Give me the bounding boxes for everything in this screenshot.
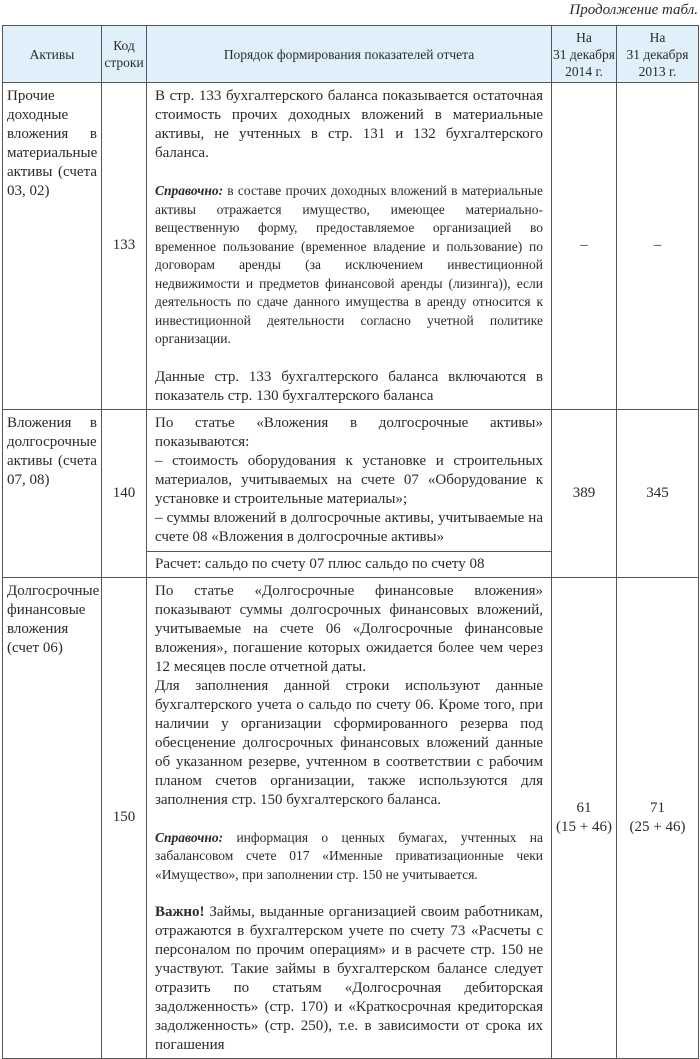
line-code: 133 — [102, 83, 147, 410]
important-note — [155, 903, 543, 1055]
procedure-description — [147, 409, 552, 577]
value-2013-detail: (25 + 46) — [629, 818, 686, 835]
line-code: 140 — [102, 409, 147, 577]
line-code: 150 — [102, 577, 147, 1059]
table-row — [3, 409, 699, 577]
header-procedure: Порядок формирования показателей отчета — [147, 26, 552, 83]
description-paragraph: Для заполнения данной строки используют данные бухгалтерского учета о сальдо по счету 06. Кроме того, при наличии у организации сформированного резерва под обесценение долгосрочных финансовых вложений данные об указанном резерве, учтенном в соответствии с рабочим планом счетов организации, также используются для заполнения стр. 150 бухгалтерского баланса. — [155, 677, 543, 808]
note-label: Справочно: — [155, 183, 224, 198]
value-2013: 71 (25 + 46) — [617, 577, 699, 1059]
asset-name: Долгосрочные финансовые вложения (счет 06) — [3, 577, 102, 1059]
reference-note — [155, 182, 543, 349]
asset-name: Прочие доходные вложения в материальные активы (счета 03, 02) — [3, 83, 102, 410]
description-paragraph: По статье «Долгосрочные финансовые вложения» показывают суммы долгосрочных финансовых вложений, учитываемые на счете 06 «Долгосрочные финансовые вложения», погашение которых ожидается более чем через 12 месяцев после отчетной даты. — [155, 582, 543, 675]
table-row — [3, 577, 699, 1059]
value-2014: 389 — [552, 409, 617, 577]
header-assets: Активы — [3, 26, 102, 83]
calculation-note: Расчет: сальдо по счету 07 плюс сальдо по счету 08 — [147, 551, 551, 577]
note-label: Справочно: — [155, 829, 224, 845]
description-paragraph: В стр. 133 бухгалтерского баланса показывается остаточная стоимость прочих доходных вложений в материальные активы, не учтенных в стр. 131 и 132 бухгалтерского баланса. — [155, 88, 543, 161]
reference-note — [155, 829, 543, 885]
header-code: Код строки — [102, 26, 147, 83]
value-2014: 61 (15 + 46) — [552, 577, 617, 1059]
value-2014: – — [552, 83, 617, 410]
note-text: в составе прочих доходных вложений в материальные активы отражается имущество, имеющее материально-вещественную форму, предоставляемое организацией во временное пользование (временное владение и пользование) по договорам аренды (за исключением инвестиционной недвижимости и предметов финансовой аренды (лизинга)), если деятельность по сдаче данного имущества в аренду относится к инвестиционной деятельности согласно учетной политике организации. — [155, 183, 543, 346]
value-2013: 345 — [617, 409, 699, 577]
value-2013: – — [617, 83, 699, 410]
table-row — [3, 83, 699, 410]
list-item: – стоимость оборудования к установке и строительных материалов, учитываемых на счете 07 «Оборудование к установке и строительные материалы»; — [155, 452, 543, 507]
procedure-description — [147, 577, 552, 1059]
header-2013: На 31 декабря 2013 г. — [617, 26, 699, 83]
table-caption: Продолжение табл. — [569, 2, 698, 18]
value-2014-detail: (15 + 46) — [556, 818, 612, 835]
description-paragraph: Данные стр. 133 бухгалтерского баланса включаются в показатель стр. 130 бухгалтерского баланса — [155, 368, 543, 404]
note-text: информация о ценных бумагах, учтенных на забалансовом счете 017 «Именные приватизационные чеки «Имущество», при заполнении стр. 150 не учитывается. — [155, 829, 543, 882]
list-item: – суммы вложений в долгосрочные активы, учитываемые на счете 08 «Вложения в долгосрочные активы» — [155, 509, 543, 545]
important-label: Важно! — [155, 904, 205, 920]
table-header-row — [3, 26, 699, 83]
procedure-description — [147, 83, 552, 410]
asset-name: Вложения в долгосрочные активы (счета 07, 08) — [3, 409, 102, 577]
description-paragraph: По статье «Вложения в долгосрочные активы» показываются: — [155, 414, 543, 450]
important-text: Займы, выданные организацией своим работникам, отражаются в бухгалтерском учете по счету 73 «Расчеты с персоналом по прочим операциям» и в расчете стр. 150 не участвуют. Такие займы в бухгалтерском балансе следует отразить по статьям «Долгосрочная дебиторская задолженность» (стр. 170) и «Краткосрочная кредиторская задолженность» (стр. 250), т.е. в зависимости от срока их погашения — [155, 904, 543, 1053]
header-2014: На 31 декабря 2014 г. — [552, 26, 617, 83]
balance-sheet-table — [2, 25, 699, 1059]
